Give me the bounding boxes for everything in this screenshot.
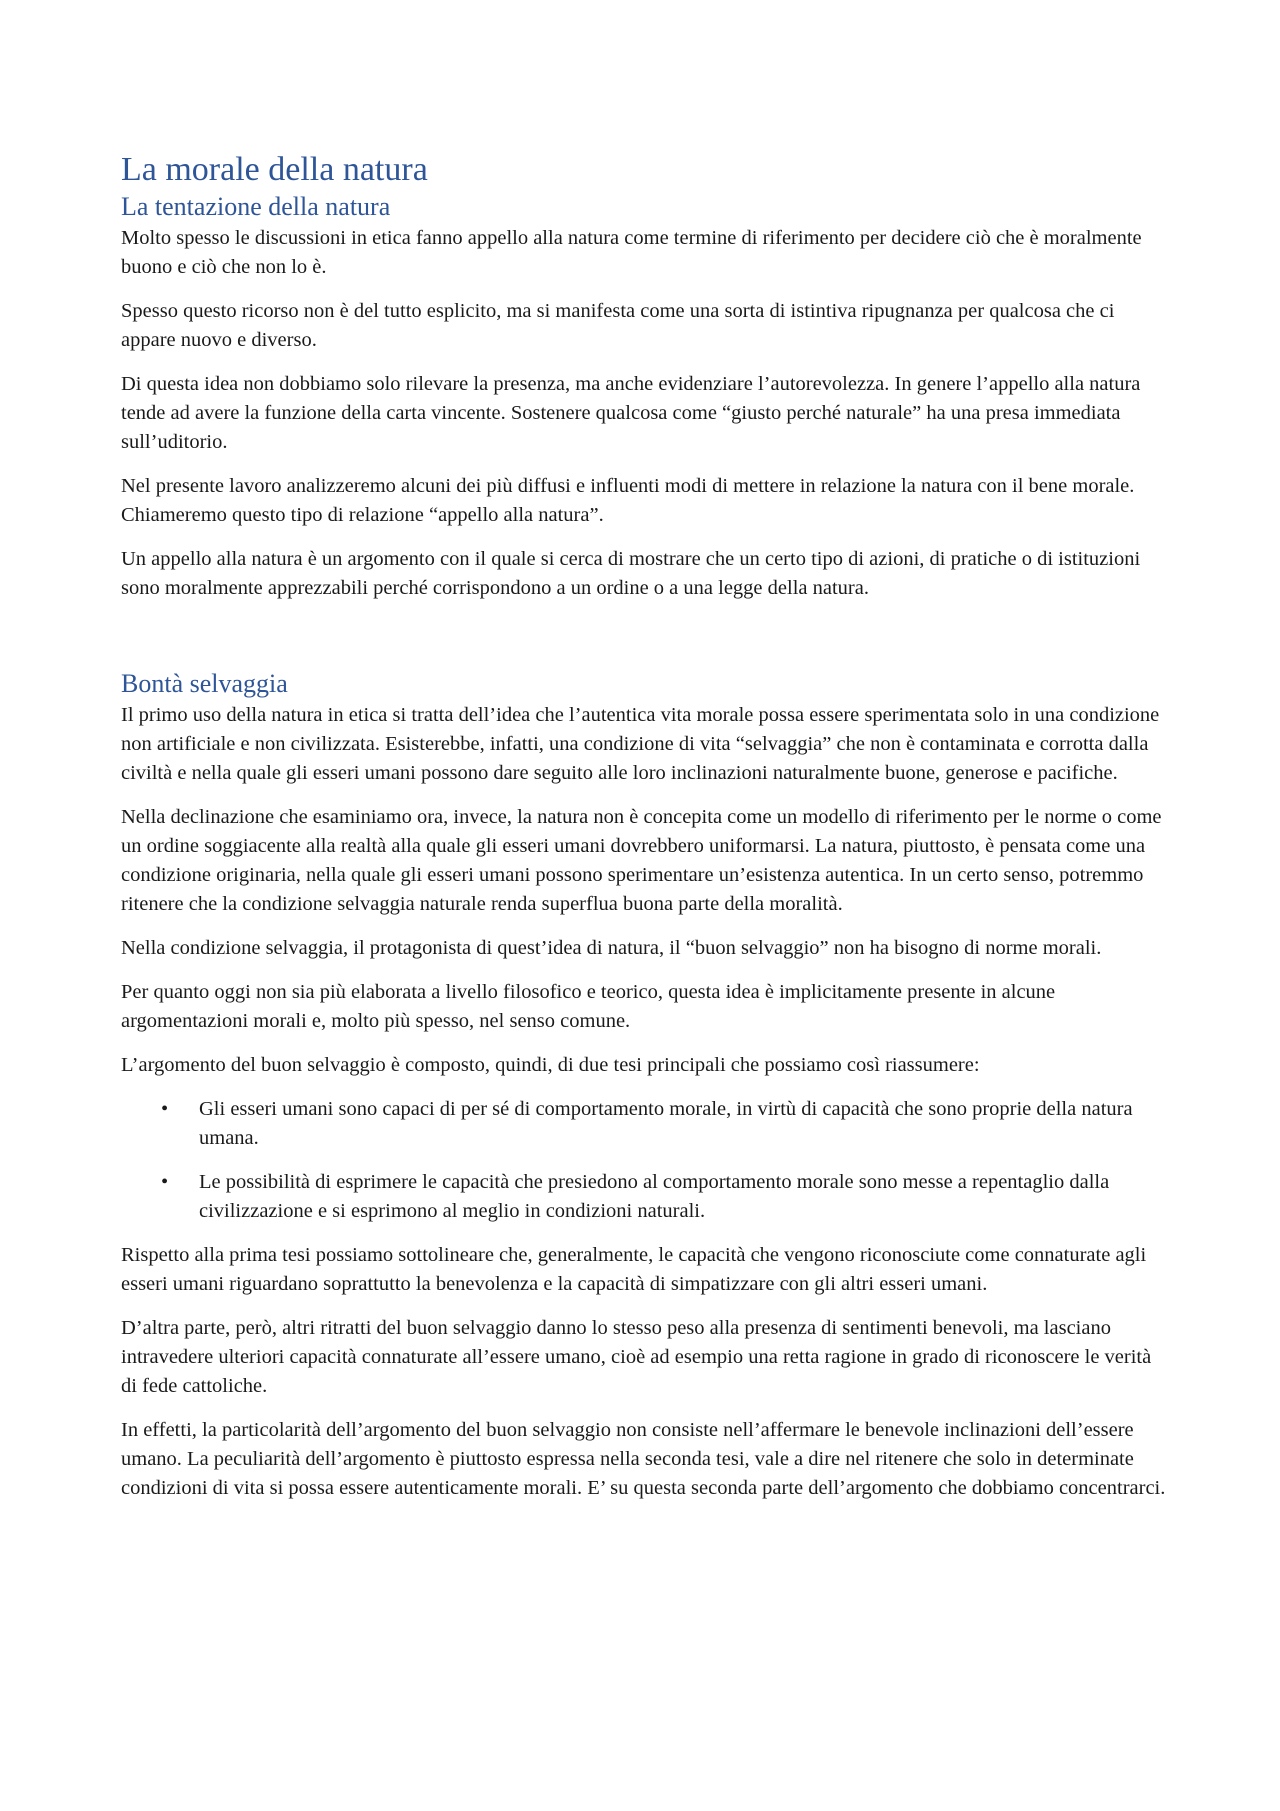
paragraph: Il primo uso della natura in etica si tratta dell’idea che l’autentica vita morale possa essere sperimentata solo in una condizione non artificiale e non civilizzata. Esisterebbe, infatti, una condizione di vita “selvaggia” che non è contaminata e corrotta dalla civiltà e nella quale gli esseri umani possono dare seguito alle loro inclinazioni naturalmente buone, generose e pacifiche.: [121, 704, 1160, 784]
paragraph: Rispetto alla prima tesi possiamo sottolineare che, generalmente, le capacità che vengono riconosciute come connaturate agli esseri umani riguardano soprattutto la benevolenza e la capacità di simpatizzare con gli altri esseri umani.: [121, 1244, 1147, 1295]
list-item-text: Le possibilità di esprimere le capacità che presiedono al comportamento morale sono messe a repentaglio dalla civilizzazione e si esprimono al meglio in condizioni naturali.: [199, 1171, 1110, 1222]
paragraph: In effetti, la particolarità dell’argomento del buon selvaggio non consiste nell’affermare le benevole inclinazioni dell’essere umano. La peculiarità dell’argomento è piuttosto espressa nella seconda tesi, vale a dire nel ritenere che solo in determinate condizioni di vita si possa essere autenticamente morali. E’ su questa seconda parte dell’argomento che dobbiamo concentrarci.: [121, 1419, 1166, 1499]
document-page: [121, 150, 1171, 1518]
paragraph: D’altra parte, però, altri ritratti del buon selvaggio danno lo stesso peso alla presenza di sentimenti benevoli, ma lasciano intravedere ulteriori capacità connaturate all’essere umano, cioè ad esempio una retta ragione in grado di riconoscere le verità di fede cattoliche.: [121, 1317, 1152, 1397]
list-item: [121, 1095, 1171, 1153]
bullet-icon: •: [161, 1098, 169, 1120]
paragraph: Per quanto oggi non sia più elaborata a livello filosofico e teorico, questa idea è implicitamente presente in alcune argomentazioni morali e, molto più spesso, nel senso comune.: [121, 981, 1056, 1032]
document-title: La morale della natura: [121, 151, 428, 188]
paragraph: Nel presente lavoro analizzeremo alcuni dei più diffusi e influenti modi di mettere in relazione la natura con il bene morale. Chiameremo questo tipo di relazione “appello alla natura”.: [121, 475, 1135, 526]
paragraph: Nella declinazione che esaminiamo ora, invece, la natura non è concepita come un modello di riferimento per le norme o come un ordine soggiacente alla realtà alla quale gli esseri umani dovrebbero uniformarsi. La natura, piuttosto, è pensata come una condizione originaria, nella quale gli esseri umani possono sperimentare un’esistenza autentica. In un certo senso, potremmo ritenere che la condizione selvaggia naturale renda superflua buona parte della moralità.: [121, 806, 1162, 915]
paragraph: L’argomento del buon selvaggio è composto, quindi, di due tesi principali che possiamo così riassumere:: [121, 1054, 980, 1076]
paragraph: Spesso questo ricorso non è del tutto esplicito, ma si manifesta come una sorta di istintiva ripugnanza per qualcosa che ci appare nuovo e diverso.: [121, 300, 1115, 351]
list-item-text: Gli esseri umani sono capaci di per sé di comportamento morale, in virtù di capacità che sono proprie della natura umana.: [199, 1098, 1133, 1149]
section-heading-tentazione: La tentazione della natura: [121, 192, 391, 221]
list-item: [121, 1168, 1171, 1226]
theses-list: [121, 1095, 1171, 1226]
bullet-icon: •: [161, 1171, 169, 1193]
paragraph: Di questa idea non dobbiamo solo rilevare la presenza, ma anche evidenziare l’autorevolezza. In genere l’appello alla natura tende ad avere la funzione della carta vincente. Sostenere qualcosa come “giusto perché naturale” ha una presa immediata sull’uditorio.: [121, 373, 1141, 453]
section-heading-bonta-selvaggia: Bontà selvaggia: [121, 669, 288, 698]
paragraph: Un appello alla natura è un argomento con il quale si cerca di mostrare che un certo tipo di azioni, di pratiche o di istituzioni sono moralmente apprezzabili perché corrispondono a un ordine o a una legge della natura.: [121, 548, 1141, 599]
paragraph: Nella condizione selvaggia, il protagonista di quest’idea di natura, il “buon selvaggio” non ha bisogno di norme morali.: [121, 937, 1102, 959]
paragraph: Molto spesso le discussioni in etica fanno appello alla natura come termine di riferimento per decidere ciò che è moralmente buono e ciò che non lo è.: [121, 227, 1142, 278]
